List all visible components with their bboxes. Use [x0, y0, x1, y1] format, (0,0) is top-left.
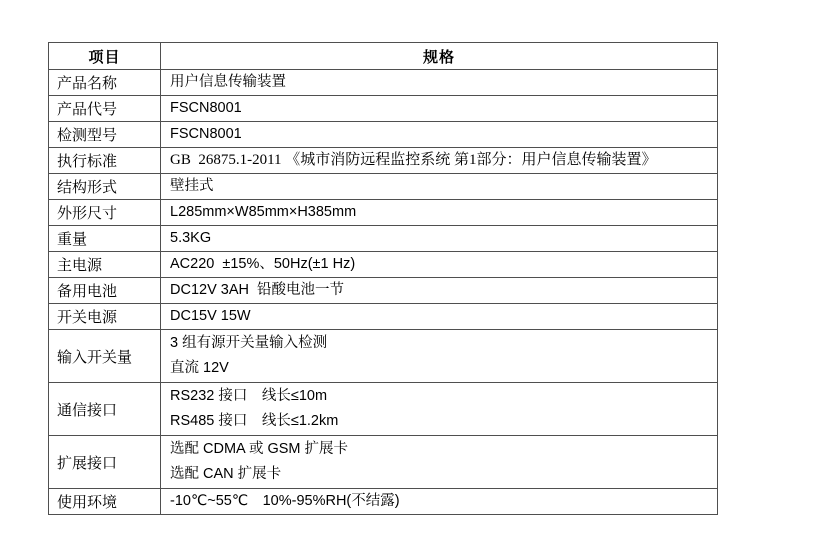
table-row — [49, 330, 718, 383]
table-header-row — [49, 43, 718, 70]
row-label: 输入开关量 — [49, 330, 161, 383]
value-line: GB 26875.1-2011 《城市消防远程监控系统 第1部分：用户信息传输装置》 — [170, 152, 657, 168]
row-value — [161, 70, 718, 96]
table-row — [49, 70, 718, 96]
value-line: L285mm×W85mm×H385mm — [170, 204, 357, 220]
table-row — [49, 436, 718, 489]
row-value — [161, 96, 718, 122]
table-row — [49, 278, 718, 304]
row-label: 检测型号 — [49, 122, 161, 148]
value-line: DC15V 15W — [170, 308, 251, 324]
row-label: 结构形式 — [49, 174, 161, 200]
row-value — [161, 200, 718, 226]
row-label: 主电源 — [49, 252, 161, 278]
row-label: 重量 — [49, 226, 161, 252]
value-line: 用户信息传输装置 — [170, 74, 286, 90]
row-value — [161, 148, 718, 174]
value-line: 3 组有源开关量输入检测 — [170, 335, 328, 351]
row-value — [161, 174, 718, 200]
value-line: RS232 接口 线长≤10m — [170, 388, 328, 404]
table-row — [49, 148, 718, 174]
value-line: 5.3KG — [170, 230, 212, 246]
table-row — [49, 226, 718, 252]
header-item: 项目 — [49, 43, 161, 70]
row-value — [161, 383, 718, 436]
row-value — [161, 304, 718, 330]
value-line: FSCN8001 — [170, 100, 242, 116]
value-line: RS485 接口 线长≤1.2km — [170, 413, 339, 429]
row-label: 外形尺寸 — [49, 200, 161, 226]
value-line: 选配 CDMA 或 GSM 扩展卡 — [170, 441, 349, 457]
spec-table — [48, 42, 718, 515]
row-value — [161, 122, 718, 148]
row-label: 开关电源 — [49, 304, 161, 330]
table-row — [49, 174, 718, 200]
table-row — [49, 252, 718, 278]
value-line: 壁挂式 — [170, 178, 214, 194]
table-row — [49, 96, 718, 122]
value-line: DC12V 3AH 铅酸电池一节 — [170, 282, 345, 298]
row-label: 产品名称 — [49, 70, 161, 96]
row-label: 通信接口 — [49, 383, 161, 436]
value-line: 选配 CAN 扩展卡 — [170, 466, 282, 482]
row-value — [161, 226, 718, 252]
value-line: -10℃~55℃ 10%-95%RH(不结露) — [170, 493, 400, 509]
table-row — [49, 304, 718, 330]
table-row — [49, 200, 718, 226]
value-line: AC220 ±15%、50Hz(±1 Hz) — [170, 256, 356, 272]
row-value — [161, 278, 718, 304]
row-label: 执行标准 — [49, 148, 161, 174]
row-value — [161, 489, 718, 515]
table-row — [49, 489, 718, 515]
value-line: FSCN8001 — [170, 126, 242, 142]
table-row — [49, 122, 718, 148]
row-label: 使用环境 — [49, 489, 161, 515]
value-line: 直流 12V — [170, 360, 229, 376]
table-row — [49, 383, 718, 436]
row-label: 扩展接口 — [49, 436, 161, 489]
row-value — [161, 436, 718, 489]
row-value — [161, 252, 718, 278]
row-label: 产品代号 — [49, 96, 161, 122]
row-label: 备用电池 — [49, 278, 161, 304]
row-value — [161, 330, 718, 383]
header-spec: 规格 — [161, 43, 718, 70]
